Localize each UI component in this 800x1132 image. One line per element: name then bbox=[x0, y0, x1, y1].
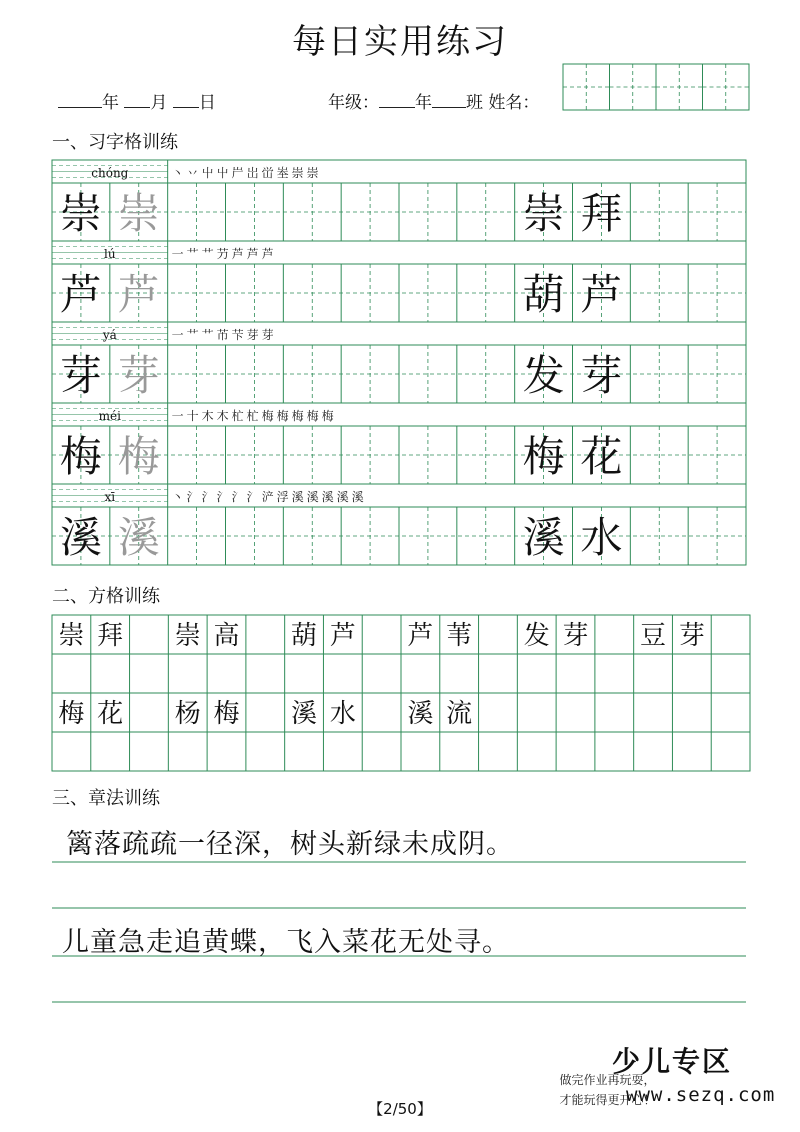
square-char: 梅 bbox=[213, 699, 240, 729]
stroke-step: 梅 bbox=[276, 409, 289, 423]
stroke-step: 氵 bbox=[216, 490, 229, 504]
stroke-step: 峃 bbox=[261, 166, 274, 180]
pinyin-1: lú bbox=[104, 247, 116, 261]
word-char: 芽 bbox=[580, 351, 623, 400]
word-char: 花 bbox=[580, 432, 623, 481]
stroke-step: 艹 bbox=[186, 328, 199, 342]
square-char: 溪 bbox=[291, 699, 318, 729]
site-url: www.sezq.com bbox=[626, 1084, 776, 1106]
square-char: 发 bbox=[523, 621, 550, 651]
stroke-step: 溪 bbox=[306, 490, 319, 504]
pinyin-3: méi bbox=[98, 409, 121, 423]
stroke-step: 溪 bbox=[351, 490, 364, 504]
stroke-step: 梅 bbox=[306, 409, 319, 423]
square-char: 花 bbox=[97, 699, 124, 729]
stroke-step: 十 bbox=[186, 409, 199, 423]
section-title-2: 二、方格训练 bbox=[52, 586, 160, 607]
square-char: 溪 bbox=[407, 699, 434, 729]
stroke-step: 屮 bbox=[201, 166, 214, 180]
stroke-step: 浐 bbox=[261, 490, 274, 504]
stroke-step: 浮 bbox=[276, 490, 289, 504]
square-char: 水 bbox=[329, 699, 356, 729]
pinyin-4: xī bbox=[104, 490, 116, 504]
day-label: 日 bbox=[198, 93, 216, 113]
square-char: 高 bbox=[213, 621, 240, 651]
square-char: 杨 bbox=[174, 699, 201, 729]
stroke-step: 氵 bbox=[186, 490, 199, 504]
word-char: 溪 bbox=[522, 513, 565, 562]
stroke-step: 芇 bbox=[216, 328, 229, 342]
square-char: 流 bbox=[446, 699, 473, 729]
trace-char-4: 溪 bbox=[117, 513, 160, 562]
square-char: 苇 bbox=[446, 621, 473, 651]
stroke-step: 芦 bbox=[261, 247, 274, 261]
name-label: 姓名： bbox=[488, 93, 540, 113]
stroke-step: 芽 bbox=[261, 328, 274, 342]
square-char: 葫 bbox=[291, 621, 318, 651]
word-char: 芦 bbox=[580, 270, 623, 319]
stroke-step: 岀 bbox=[246, 166, 259, 180]
trace-char-1: 芦 bbox=[117, 270, 160, 319]
stroke-step: 艹 bbox=[186, 247, 199, 261]
stroke-step: 芀 bbox=[216, 247, 229, 261]
stroke-step: 溪 bbox=[291, 490, 304, 504]
stroke-step: 一 bbox=[171, 328, 184, 342]
word-char: 梅 bbox=[522, 432, 565, 481]
stroke-step: 溪 bbox=[321, 490, 334, 504]
word-char: 拜 bbox=[580, 189, 623, 238]
month-label: 月 bbox=[150, 93, 168, 113]
poem-line-1: 篱落疏疏一径深，树头新绿未成阴。 bbox=[66, 829, 514, 860]
square-char: 芦 bbox=[329, 621, 356, 651]
square-char: 芦 bbox=[407, 621, 434, 651]
square-char: 芽 bbox=[678, 621, 705, 651]
model-char-0: 崇 bbox=[59, 189, 102, 238]
stroke-step: 峚 bbox=[276, 166, 289, 180]
pinyin-2: yá bbox=[102, 328, 117, 342]
stroke-step: 一 bbox=[171, 247, 184, 261]
model-char-1: 芦 bbox=[59, 270, 102, 319]
slogan-line-1: 做完作业再玩耍， bbox=[559, 1073, 656, 1087]
word-char: 水 bbox=[580, 513, 623, 562]
square-char: 芽 bbox=[562, 621, 589, 651]
site-logo: 少儿专区 bbox=[612, 1045, 733, 1078]
stroke-step: 崇 bbox=[306, 166, 319, 180]
square-char: 豆 bbox=[640, 621, 667, 651]
stroke-step: 艹 bbox=[201, 247, 214, 261]
stroke-step: 芐 bbox=[231, 328, 244, 342]
trace-char-2: 芽 bbox=[117, 351, 160, 400]
section-title-3: 三、章法训练 bbox=[52, 788, 160, 809]
tianzi-grid-section bbox=[52, 160, 746, 565]
name-boxes[interactable] bbox=[563, 64, 749, 110]
word-char: 发 bbox=[522, 351, 565, 400]
page-title: 每日实用练习 bbox=[292, 22, 508, 62]
stroke-step: 一 bbox=[171, 409, 184, 423]
stroke-step: 丷 bbox=[186, 166, 199, 180]
model-char-2: 芽 bbox=[59, 351, 102, 400]
stroke-step: 屮 bbox=[216, 166, 229, 180]
class-label: 班 bbox=[466, 93, 483, 113]
stroke-step: 芦 bbox=[231, 247, 244, 261]
square-char: 梅 bbox=[58, 699, 85, 729]
trace-char-0: 崇 bbox=[117, 189, 160, 238]
stroke-step: 崇 bbox=[291, 166, 304, 180]
word-char: 崇 bbox=[522, 189, 565, 238]
stroke-step: 氵 bbox=[201, 490, 214, 504]
stroke-step: 丶 bbox=[171, 166, 184, 180]
square-char: 拜 bbox=[97, 621, 124, 651]
stroke-step: 杧 bbox=[231, 409, 244, 423]
stroke-step: 芦 bbox=[246, 247, 259, 261]
stroke-step: 芽 bbox=[246, 328, 259, 342]
model-char-3: 梅 bbox=[59, 432, 102, 481]
pinyin-0: chóng bbox=[91, 166, 129, 180]
square-grid-section bbox=[52, 615, 750, 771]
stroke-step: 氵 bbox=[246, 490, 259, 504]
stroke-step: 氵 bbox=[231, 490, 244, 504]
stroke-step: 木 bbox=[216, 409, 229, 423]
stroke-step: 木 bbox=[201, 409, 214, 423]
word-char: 葫 bbox=[522, 270, 565, 319]
stroke-step: 屵 bbox=[231, 166, 244, 180]
stroke-step: 杧 bbox=[246, 409, 259, 423]
model-char-4: 溪 bbox=[59, 513, 102, 562]
poem-line-2: 儿童急走追黄蝶，飞入菜花无处寻。 bbox=[62, 927, 510, 958]
stroke-step: 梅 bbox=[291, 409, 304, 423]
stroke-step: 丶 bbox=[171, 490, 184, 504]
stroke-step: 溪 bbox=[336, 490, 349, 504]
grade-label: 年级： bbox=[328, 93, 379, 113]
year-label: 年 bbox=[102, 93, 119, 113]
square-char: 崇 bbox=[174, 621, 201, 651]
trace-char-3: 梅 bbox=[117, 432, 160, 481]
slogan-line-2: 才能玩得更开心！ bbox=[559, 1093, 656, 1107]
page-number: 【2/50】 bbox=[368, 1100, 432, 1118]
stroke-step: 梅 bbox=[321, 409, 334, 423]
square-char: 崇 bbox=[58, 621, 85, 651]
stroke-step: 梅 bbox=[261, 409, 274, 423]
grade-year-label: 年 bbox=[415, 93, 432, 113]
section-title-1: 一、习字格训练 bbox=[52, 132, 178, 153]
stroke-step: 艹 bbox=[201, 328, 214, 342]
